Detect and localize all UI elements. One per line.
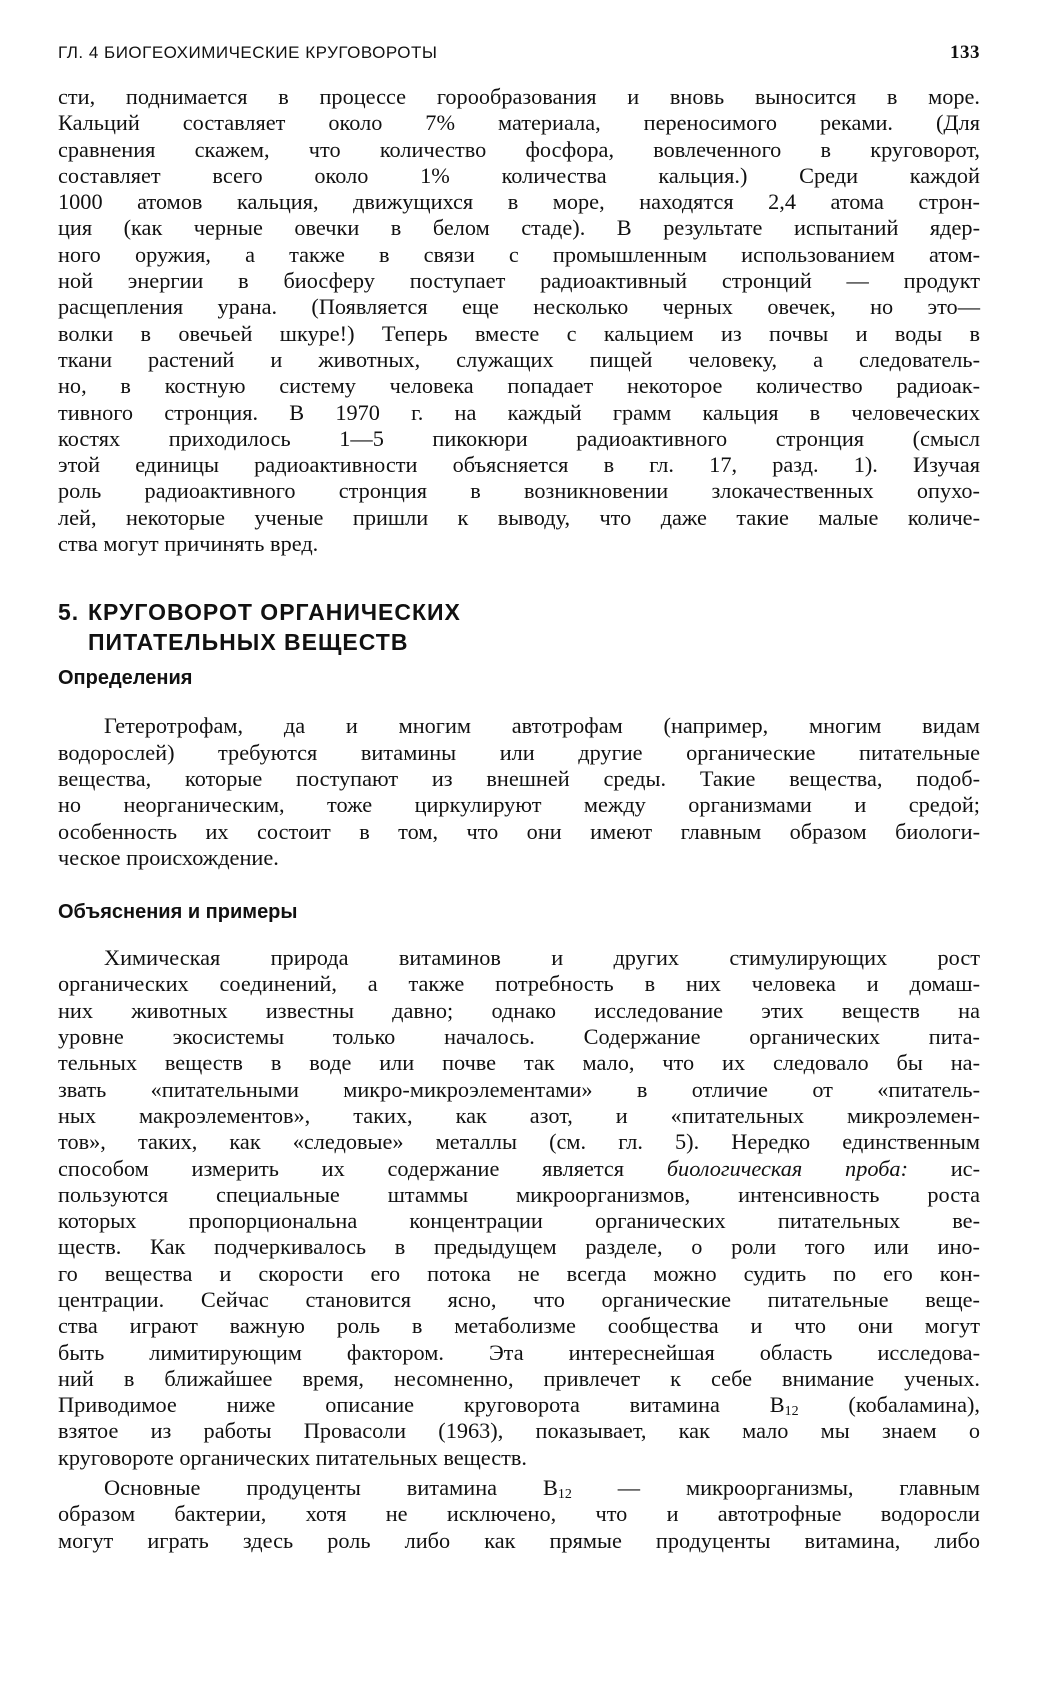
section-heading xyxy=(58,597,980,657)
text-fragment: Приводимое ниже описание круговорота витамина B xyxy=(58,1392,785,1418)
text-line: ческое происхождение. xyxy=(58,844,279,870)
text-line: составляет всего около 1% количества кальция.) Среди каждой xyxy=(58,162,980,188)
text-line: ных макроэлементов», таких, как азот, и «питательных микроэлемен- xyxy=(58,1102,980,1128)
text-line: тивного стронция. В 1970 г. на каждый грамм кальция в человеческих xyxy=(58,399,980,425)
text-line: образом бактерии, хотя не исключено, что и автотрофные водоросли xyxy=(58,1501,980,1527)
subscript: 12 xyxy=(784,1404,799,1420)
text-fragment: (кобаламина), xyxy=(798,1392,980,1418)
text-line: уровне экосистемы только началось. Содержание органических пита- xyxy=(58,1024,980,1050)
text-line: центрации. Сейчас становится ясно, что органические питательные веще- xyxy=(58,1286,980,1312)
text-line: лей, некоторые ученые пришли к выводу, что даже такие малые количе- xyxy=(58,504,980,530)
text-line: костях приходилось 1—5 пикокюри радиоактивного стронция (смысл xyxy=(58,425,980,451)
italic-term: биологическая проба: xyxy=(666,1155,908,1181)
text-line: ция (как черные овечки в белом стаде). В результате испытаний ядер- xyxy=(58,215,980,241)
text-line: расщепления урана. (Появляется еще несколько черных овечек, но это— xyxy=(58,294,980,320)
text-line: сти, поднимается в процессе горообразования и вновь выносится в море. xyxy=(58,84,980,109)
paragraph-b12-producers xyxy=(58,1475,980,1554)
text-line: них животных известны давно; однако исследование этих веществ на xyxy=(58,997,980,1023)
text-line: тов», таких, как «следовые» металлы (см. гл. 5). Нередко единственным xyxy=(58,1129,980,1155)
paragraph-calcium-strontium xyxy=(58,84,980,557)
text-line: взятое из работы Провасоли (1963), показывает, как мало мы знаем о xyxy=(58,1418,980,1444)
section-title-line-1: КРУГОВОРОТ ОРГАНИЧЕСКИХ xyxy=(88,599,461,626)
paragraph-explanations xyxy=(58,945,980,1471)
text-fragment: — микроорганизмы, главным xyxy=(571,1475,980,1501)
text-line: вещества, которые поступают из внешней среды. Такие вещества, подоб- xyxy=(58,765,980,791)
text-line: звать «питательными микро-микроэлементами» в отличие от «питатель- xyxy=(58,1076,980,1102)
text-fragment: способом измерить их содержание является xyxy=(58,1155,667,1181)
text-line: круговороте органических питательных веществ. xyxy=(58,1444,527,1470)
running-title: ГЛ. 4 БИОГЕОХИМИЧЕСКИЕ КРУГОВОРОТЫ xyxy=(58,43,438,62)
text-line: но неорганическим, тоже циркулируют между организмами и средой; xyxy=(58,792,980,818)
text-fragment: ис- xyxy=(908,1155,981,1181)
text-line: ткани растений и животных, служащих пищей человеку, а следователь- xyxy=(58,346,980,372)
text-line: могут играть здесь роль либо как прямые продуценты витамина, либо xyxy=(58,1527,980,1553)
text-line: роль радиоактивного стронция в возникновении злокачественных опухо- xyxy=(58,478,980,504)
text-line xyxy=(58,1156,980,1182)
text-line: ной энергии в биосферу поступает радиоактивный стронций — продукт xyxy=(58,268,980,294)
text-line: Гетеротрофам, да и многим автотрофам (например, многим видам xyxy=(104,713,980,739)
text-line: ний в ближайшее время, несомненно, привлечет к себе внимание ученых. xyxy=(58,1365,980,1391)
text-line: пользуются специальные штаммы микроорганизмов, интенсивность роста xyxy=(58,1181,980,1207)
paragraph-definitions xyxy=(58,713,980,871)
text-line: органических соединений, а также потребность в них человека и домаш- xyxy=(58,971,980,997)
running-header xyxy=(58,42,980,64)
text-line: волки в овечьей шкуре!) Теперь вместе с кальцием из почвы и воды в xyxy=(58,320,980,346)
text-line: тельных веществ в воде или почве так мало, что их следовало бы на- xyxy=(58,1050,980,1076)
book-page xyxy=(58,42,980,1554)
text-line: ства могут причинять вред. xyxy=(58,531,319,557)
text-line: быть лимитирующим фактором. Эта интереснейшая область исследова- xyxy=(58,1339,980,1365)
text-line: Кальций составляет около 7% материала, переносимого реками. (Для xyxy=(58,110,980,136)
section-title-line-2: ПИТАТЕЛЬНЫХ ВЕЩЕСТВ xyxy=(88,629,409,656)
subheading-explanations: Объяснения и примеры xyxy=(58,901,298,924)
subheading-definitions: Определения xyxy=(58,667,193,690)
text-line: водорослей) требуются витамины или другие органические питательные xyxy=(58,739,980,765)
text-line: особенность их состоит в том, что они имеют главным образом биологи- xyxy=(58,818,980,844)
section-number: 5. xyxy=(58,599,80,626)
text-line: Химическая природа витаминов и других стимулирующих рост xyxy=(104,945,980,971)
text-line: сравнения скажем, что количество фосфора, вовлеченного в круговорот, xyxy=(58,136,980,162)
text-line: 1000 атомов кальция, движущихся в море, находятся 2,4 атома строн- xyxy=(58,189,980,215)
text-line: этой единицы радиоактивности объясняется в гл. 17, разд. 1). Изучая xyxy=(58,452,980,478)
page-number: 133 xyxy=(950,42,980,63)
subscript: 12 xyxy=(557,1487,572,1503)
text-fragment: Основные продуценты витамина B xyxy=(104,1475,558,1501)
text-line: ного оружия, а также в связи с промышленным использованием атом- xyxy=(58,241,980,267)
text-line xyxy=(58,1475,980,1501)
text-line: го вещества и скорости его потока не всегда можно судить по его кон- xyxy=(58,1260,980,1286)
text-line: ществ. Как подчеркивалось в предыдущем разделе, о роли того или ино- xyxy=(58,1234,980,1260)
text-line xyxy=(58,1392,980,1418)
text-line: но, в костную систему человека попадает некоторое количество радиоак- xyxy=(58,373,980,399)
text-line: ства играют важную роль в метаболизме сообщества и что они могут xyxy=(58,1313,980,1339)
text-line: которых пропорциональна концентрации органических питательных ве- xyxy=(58,1208,980,1234)
